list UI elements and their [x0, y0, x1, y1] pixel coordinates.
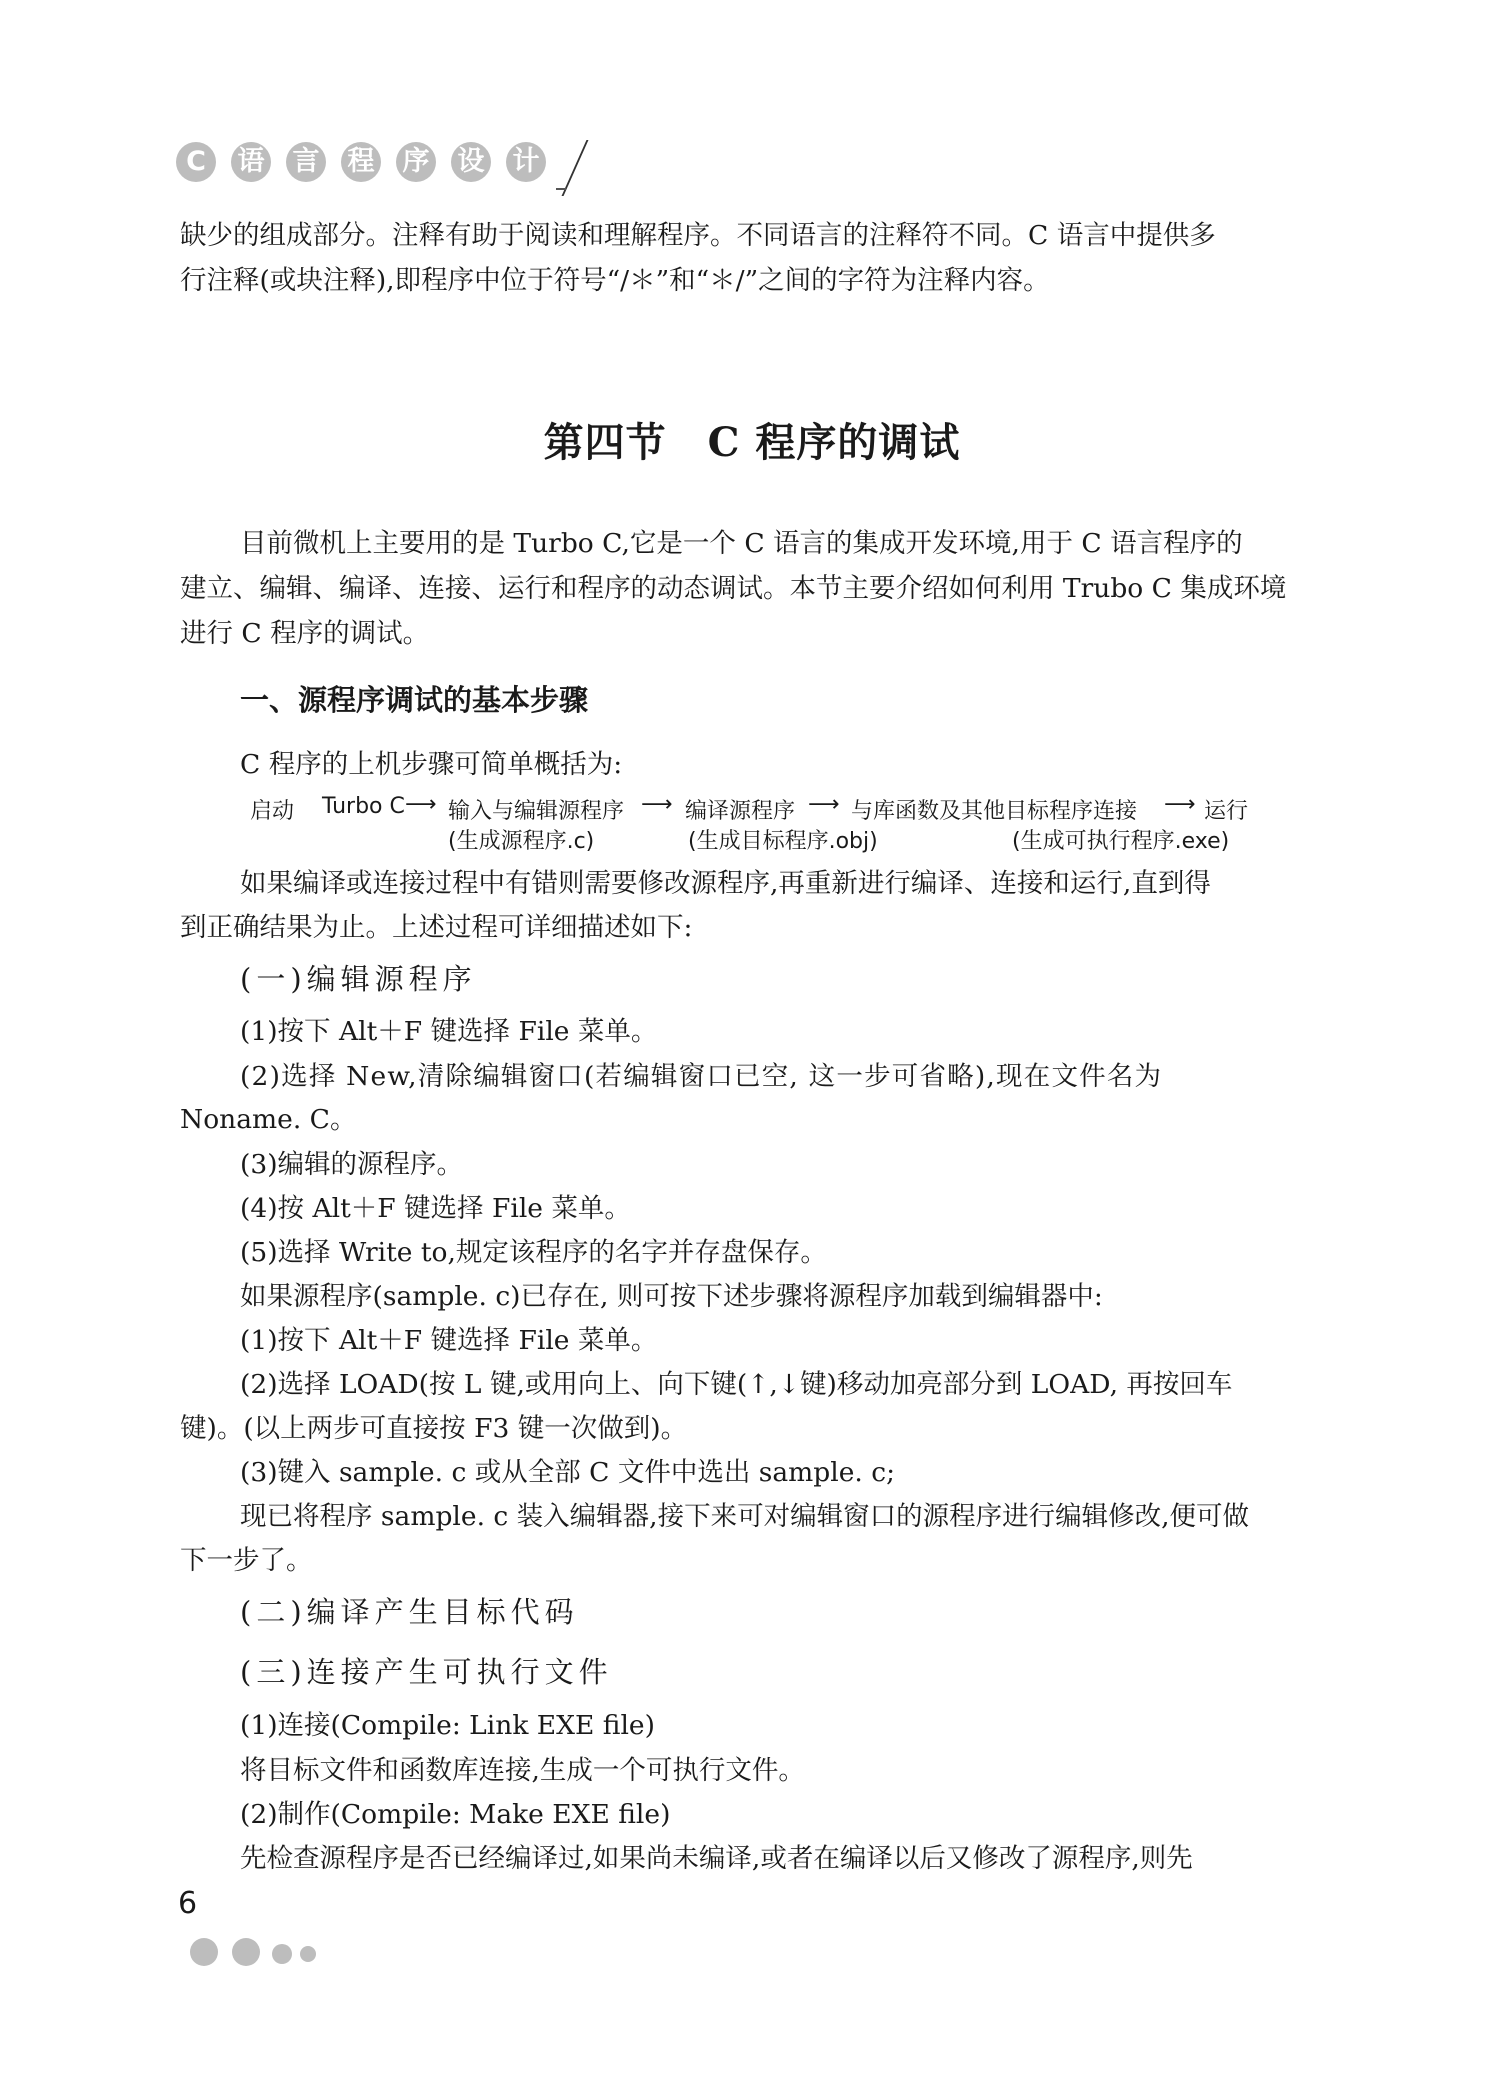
footer-dot-icon: [190, 1938, 218, 1966]
para1-line-3: 进行 C 程序的调试。: [180, 618, 430, 649]
steps-intro: C 程序的上机步骤可简单概括为:: [240, 749, 623, 780]
edit-step-5: (5)选择 Write to,规定该程序的名字并存盘保存。: [240, 1237, 827, 1268]
footer-dot-icon: [232, 1938, 260, 1966]
header-char: 语: [231, 142, 271, 182]
header-char: 序: [396, 142, 436, 182]
flow-arrow-icon: ⟶: [641, 792, 673, 817]
edit-step-2a: (2)选择 New,清除编辑窗口(若编辑窗口已空, 这一步可省略),现在文件名为: [240, 1061, 1163, 1092]
intro-line-1: 缺少的组成部分。注释有助于阅读和理解程序。不同语言的注释符不同。C 语言中提供多: [180, 220, 1216, 251]
link-step-1: (1)连接(Compile: Link EXE file): [240, 1710, 655, 1741]
header-char: 程: [341, 142, 381, 182]
heading-basic-steps: 一、源程序调试的基本步骤: [240, 683, 589, 717]
load-step-3: (3)键入 sample. c 或从全部 C 文件中选出 sample. c;: [240, 1457, 896, 1488]
subheading-edit: (一)编辑源程序: [240, 962, 477, 996]
link-step-1-desc: 将目标文件和函数库连接,生成一个可执行文件。: [240, 1755, 805, 1786]
header-char: C: [176, 142, 216, 182]
section-title: 第四节 C 程序的调试: [543, 419, 961, 466]
load-step-2a: (2)选择 LOAD(按 L 键,或用向上、向下键(↑,↓键)移动加亮部分到 LOAD, 再按回车: [240, 1369, 1233, 1400]
header-char: 计: [506, 142, 546, 182]
edit-step-3: (3)编辑的源程序。: [240, 1149, 464, 1180]
link-step-2: (2)制作(Compile: Make EXE file): [240, 1799, 671, 1830]
edit-step-4: (4)按 Alt＋F 键选择 File 菜单。: [240, 1193, 631, 1224]
para1-line-1: 目前微机上主要用的是 Turbo C,它是一个 C 语言的集成开发环境,用于 C 语言程序的: [240, 528, 1243, 559]
flow-compile: 编译源程序: [685, 799, 796, 824]
flow-arrow-icon: ⟶: [1164, 792, 1196, 817]
flow-turbo-c: Turbo C: [322, 794, 405, 819]
subheading-link: (三)连接产生可执行文件: [240, 1655, 613, 1689]
flow-compile-note: (生成目标程序.obj): [688, 829, 878, 854]
subheading-compile: (二)编译产生目标代码: [240, 1595, 579, 1629]
after-load-line-2: 下一步了。: [180, 1545, 313, 1576]
flow-link-note: (生成可执行程序.exe): [1012, 829, 1230, 854]
header-char: 设: [451, 142, 491, 182]
load-step-1: (1)按下 Alt＋F 键选择 File 菜单。: [240, 1325, 658, 1356]
header-dash-decoration: [556, 188, 566, 190]
page-number: 6: [178, 1886, 198, 1921]
edit-step-2b: Noname. C。: [180, 1104, 357, 1135]
load-step-2b: 键)。(以上两步可直接按 F3 键一次做到)。: [180, 1413, 688, 1444]
running-header: [176, 140, 616, 190]
intro-line-2: 行注释(或块注释),即程序中位于符号“/＊”和“＊/”之间的字符为注释内容。: [180, 265, 1050, 296]
edit-step-1: (1)按下 Alt＋F 键选择 File 菜单。: [240, 1016, 658, 1047]
flow-arrow-icon: ⟶: [405, 792, 437, 817]
para1-line-2: 建立、编辑、编译、连接、运行和程序的动态调试。本节主要介绍如何利用 Trubo C 集成环境: [180, 573, 1287, 604]
link-step-2-desc: 先检查源程序是否已经编译过,如果尚未编译,或者在编译以后又修改了源程序,则先: [240, 1843, 1193, 1874]
header-char: 言: [286, 142, 326, 182]
flow-run: 运行: [1204, 799, 1249, 824]
para2-line-2: 到正确结果为止。上述过程可详细描述如下:: [180, 912, 693, 943]
footer-dot-icon: [300, 1946, 316, 1962]
load-intro: 如果源程序(sample. c)已存在, 则可按下述步骤将源程序加载到编辑器中:: [240, 1281, 1103, 1312]
flow-edit-note: (生成源程序.c): [448, 829, 595, 854]
flow-link: 与库函数及其他目标程序连接: [851, 799, 1138, 824]
flow-arrow-icon: ⟶: [808, 792, 840, 817]
after-load-line-1: 现已将程序 sample. c 装入编辑器,接下来可对编辑窗口的源程序进行编辑修改,便可做: [240, 1501, 1250, 1532]
flow-start: 启动: [250, 799, 295, 824]
para2-line-1: 如果编译或连接过程中有错则需要修改源程序,再重新进行编译、连接和运行,直到得: [240, 868, 1211, 899]
flow-edit: 输入与编辑源程序: [448, 799, 625, 824]
footer-dot-icon: [272, 1944, 292, 1964]
